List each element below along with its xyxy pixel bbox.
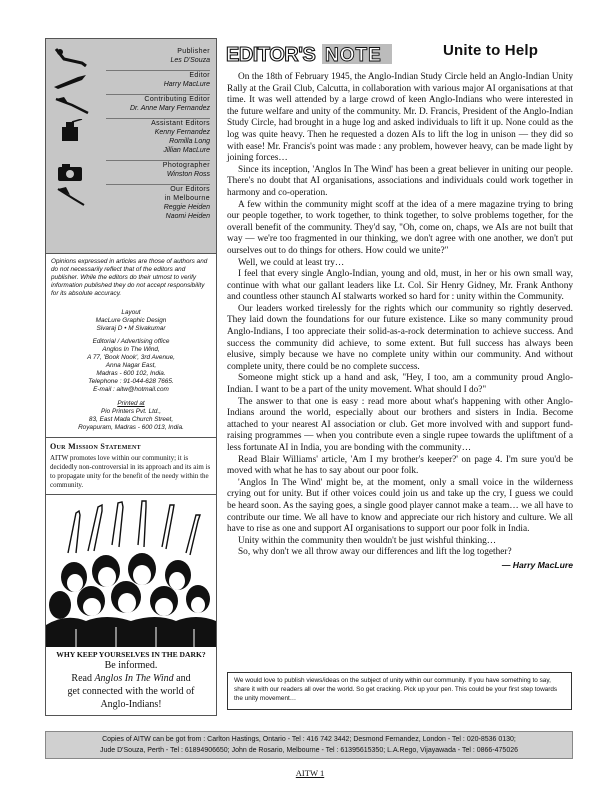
masthead-role: Photographer xyxy=(162,162,210,169)
crowd-illustration-icon xyxy=(46,495,216,647)
masthead-name: Les D'Souza xyxy=(170,57,210,64)
masthead-name: Winston Ross xyxy=(166,171,210,178)
article-paragraph: Someone might stick up a hand and ask, "Hey, I too, am a community proud Anglo-Indian. I want to be a part of the unity movement. What should I do?" xyxy=(227,373,573,396)
nib-icon xyxy=(52,71,94,93)
masthead-role: Contributing Editor xyxy=(144,96,210,103)
office-line: A 77, 'Book Nook', 3rd Avenue, xyxy=(87,354,175,361)
article-paragraph: So, why don't we all throw away our differences and lift the log together? xyxy=(238,547,512,558)
article-title: Unite to Help xyxy=(443,42,539,59)
office-email[interactable]: E-mail : aitw@hotmail.com xyxy=(93,386,169,393)
article-paragraph: Read Blair Williams' article, 'Am I my brother's keeper?' on page 4. I'm sure you'd be moved with what he has to say about our poor folk. xyxy=(227,454,573,477)
masthead-role: Editor xyxy=(189,72,210,79)
article-paragraph: On the 18th of February 1945, the Anglo-Indian Study Circle held an Anglo-Indian Unity Rally at the Grail Club, Calcutta, in collaboration with various major AI organisations at that time. It was well attended by a large crowd of keen Anglo-Indians who were interested in the future welfare and unity of the community. Mr. D. Francis, President of the Anglo-Indian Study Circle, had brought in a huge log and asked individuals to lift it up. None could as the log was quite heavy. Then he requested a dozen AIs to lift the log in unison — they did so with ease! Mr. Francis's point was made : any problem, however heavy, can be made light by joining forces… xyxy=(227,72,573,164)
article-body xyxy=(227,72,573,572)
subscribe-text: Read xyxy=(71,673,95,684)
article-paragraph: Since its inception, 'Anglos In The Wind' has been a great believer in uniting our people. There's no doubt that AI organisations, associations and individuals could work together in harmony and co-operation. xyxy=(227,164,573,198)
printer-heading: Printed at xyxy=(117,400,145,407)
logo-editors-text: EDITOR'S xyxy=(226,44,316,66)
masthead-name: Naomi Heiden xyxy=(165,213,210,220)
subscribe-line xyxy=(48,672,214,685)
disclaimer: Opinions expressed in articles are those of authors and do not necessarily reflect that of the editors and publisher. While the editors do their utmost to verify information published they do not accept responsibility for its absolute accuracy. xyxy=(46,253,216,302)
mission-text: AITW promotes love within our community; it is decidedly non-controversial in its approach and its aim is to propagate unity for the benefit of the needy within the community. xyxy=(50,454,211,489)
masthead-name: Reggie Heiden xyxy=(163,204,210,211)
masthead-entry xyxy=(52,119,210,158)
masthead-entry xyxy=(52,95,210,116)
logo-note-text: NOTE xyxy=(325,45,382,66)
call-for-views-box: We would love to publish views/ideas on the subject of unity within our community. If you have something to say, share it with our readers all over the world. So get cracking. Pick up your pen. This could be your first step towards the unity movement… xyxy=(227,672,572,710)
layout-heading: Layout xyxy=(121,309,141,316)
subscribe-text: and xyxy=(173,673,191,684)
office-telephone: Telephone : 91-044-628 7665. xyxy=(88,378,174,385)
masthead-role: Assistant Editors xyxy=(151,120,210,127)
editors-note-logo xyxy=(224,38,394,68)
office-line: Anna Nagar East, xyxy=(105,362,157,369)
author-signature: — Harry MacLure xyxy=(501,559,573,570)
masthead-entry xyxy=(52,161,210,182)
subscribe-box xyxy=(46,646,216,715)
printer-line: Royapuram, Madras - 600 013, India. xyxy=(78,424,184,431)
masthead-entry xyxy=(52,185,210,220)
page-number: AITW 1 xyxy=(295,768,325,778)
office-line: Madras - 600 102, India. xyxy=(96,370,166,377)
masthead-name: Dr. Anne Mary Fernandez xyxy=(129,105,210,112)
feather-icon xyxy=(52,95,94,117)
distribution-footer xyxy=(45,731,573,759)
subscribe-line: get connected with the world of xyxy=(67,686,195,697)
masthead-name: Jillian MacLure xyxy=(163,147,210,154)
masthead-name: Harry MacLure xyxy=(163,81,210,88)
masthead-name: Kenny Fernandez xyxy=(154,129,210,136)
article-paragraph: I feel that every single Anglo-Indian, young and old, must, in her or his own small way, continue with what our gallant leaders like Lt. Col. Sir Henry Gidney, Mr. Frank Anthony and countless other staunch AI stalwarts worked so hard for : unity within the Community. xyxy=(227,269,573,303)
mission-statement xyxy=(46,437,216,494)
magazine-name: Anglos In The Wind xyxy=(94,673,174,684)
masthead-role: Publisher xyxy=(177,48,210,55)
quill-icon xyxy=(52,185,94,207)
article-paragraph: Well, we could at least try… xyxy=(238,257,345,268)
printer-line: 83, East Mada Church Street, xyxy=(88,416,174,423)
subscribe-line: Be informed. xyxy=(104,660,158,671)
article-paragraph: 'Anglos In The Wind' might be, at the moment, only a small voice in the wilderness crying out for unity. But if other voices could join us and take up the cry, I guess we could be heard soon. As the saying goes, a single good player cannot make a team… we all have to contribute our time. We all have to know and appreciate our rich history and culture. We all have to rise as one and support AI organisations to support our poor folk in India. xyxy=(227,477,573,535)
footer-line: Copies of AITW can be got from : Carlton Hastings, Ontario - Tel : 416 742 3442; Desmond Fernandez, London - Tel : 020-8536 0130; xyxy=(102,736,516,743)
layout-line: Sivaraj D • M Sivakumar xyxy=(96,325,166,332)
subscribe-question: WHY KEEP YOURSELVES IN THE DARK? xyxy=(56,650,206,659)
article-paragraph: Our leaders worked tirelessly for the rights which our community so rightly deserved. They laid down the foundations for our future existence. Like so many community proud Anglo-Indians, I too appreciate their solid-as-a-rock determination to achieve success. And success the community did achieve, to some extent. But full success has always been elusive, simply because we have no complete unity within our community. And without complete unity, there could be no complete success. xyxy=(227,303,573,372)
layout-line: MacLure Graphic Design xyxy=(95,317,167,324)
sidebar xyxy=(45,38,217,716)
masthead xyxy=(46,39,216,253)
office-line: Anglos In The Wind, xyxy=(102,346,160,353)
crowd-illustration xyxy=(46,494,216,646)
masthead-entry xyxy=(52,71,210,92)
office-info xyxy=(46,302,216,437)
article-paragraph: Unity within the community then wouldn't be just wishful thinking… xyxy=(238,535,497,546)
masthead-name: Romilla Long xyxy=(169,138,210,145)
printer-line: Pio Printers Pvt. Ltd., xyxy=(100,408,162,415)
office-heading: Editorial / Advertising office xyxy=(92,338,170,345)
mission-title: Our Mission Statement xyxy=(50,442,141,451)
masthead-entry xyxy=(52,47,210,68)
footer-line: Jude D'Souza, Perth - Tel : 61894906650; John de Rosario, Melbourne - Tel : 61395615350; L.A.Rego, Vijayawada - Tel : 0866-475026 xyxy=(100,747,518,754)
article-paragraph: A few within the community might scoff at the idea of a mere magazine trying to bring our people together, to work together, to think together, to solve problems together, for the overall benefit of the community. They'd say, "Oh, come on, chaps, we AIs are not built that way — we're too fragmented in our thinking, we don't agree with one another, we don't put ourselves out to do things for others. How could we unite?" xyxy=(227,199,573,256)
ink-bottle-icon xyxy=(52,119,94,141)
article-paragraph: The answer to that one is easy : read more about what's happening with other Anglo-Indians around the world, especially about our brothers and sisters in India. Become attached to your nearest AI association or club. Get more involved with and support fund-raising programmes — when you contribute even a single rupee towards the upliftment of a less fortunate AI in India, you are bonding with the community… xyxy=(227,396,573,453)
masthead-role: Our Editors in Melbourne xyxy=(164,186,210,202)
pen-icon xyxy=(52,47,94,69)
camera-icon xyxy=(52,161,94,183)
subscribe-line: Anglo-Indians! xyxy=(100,699,162,710)
